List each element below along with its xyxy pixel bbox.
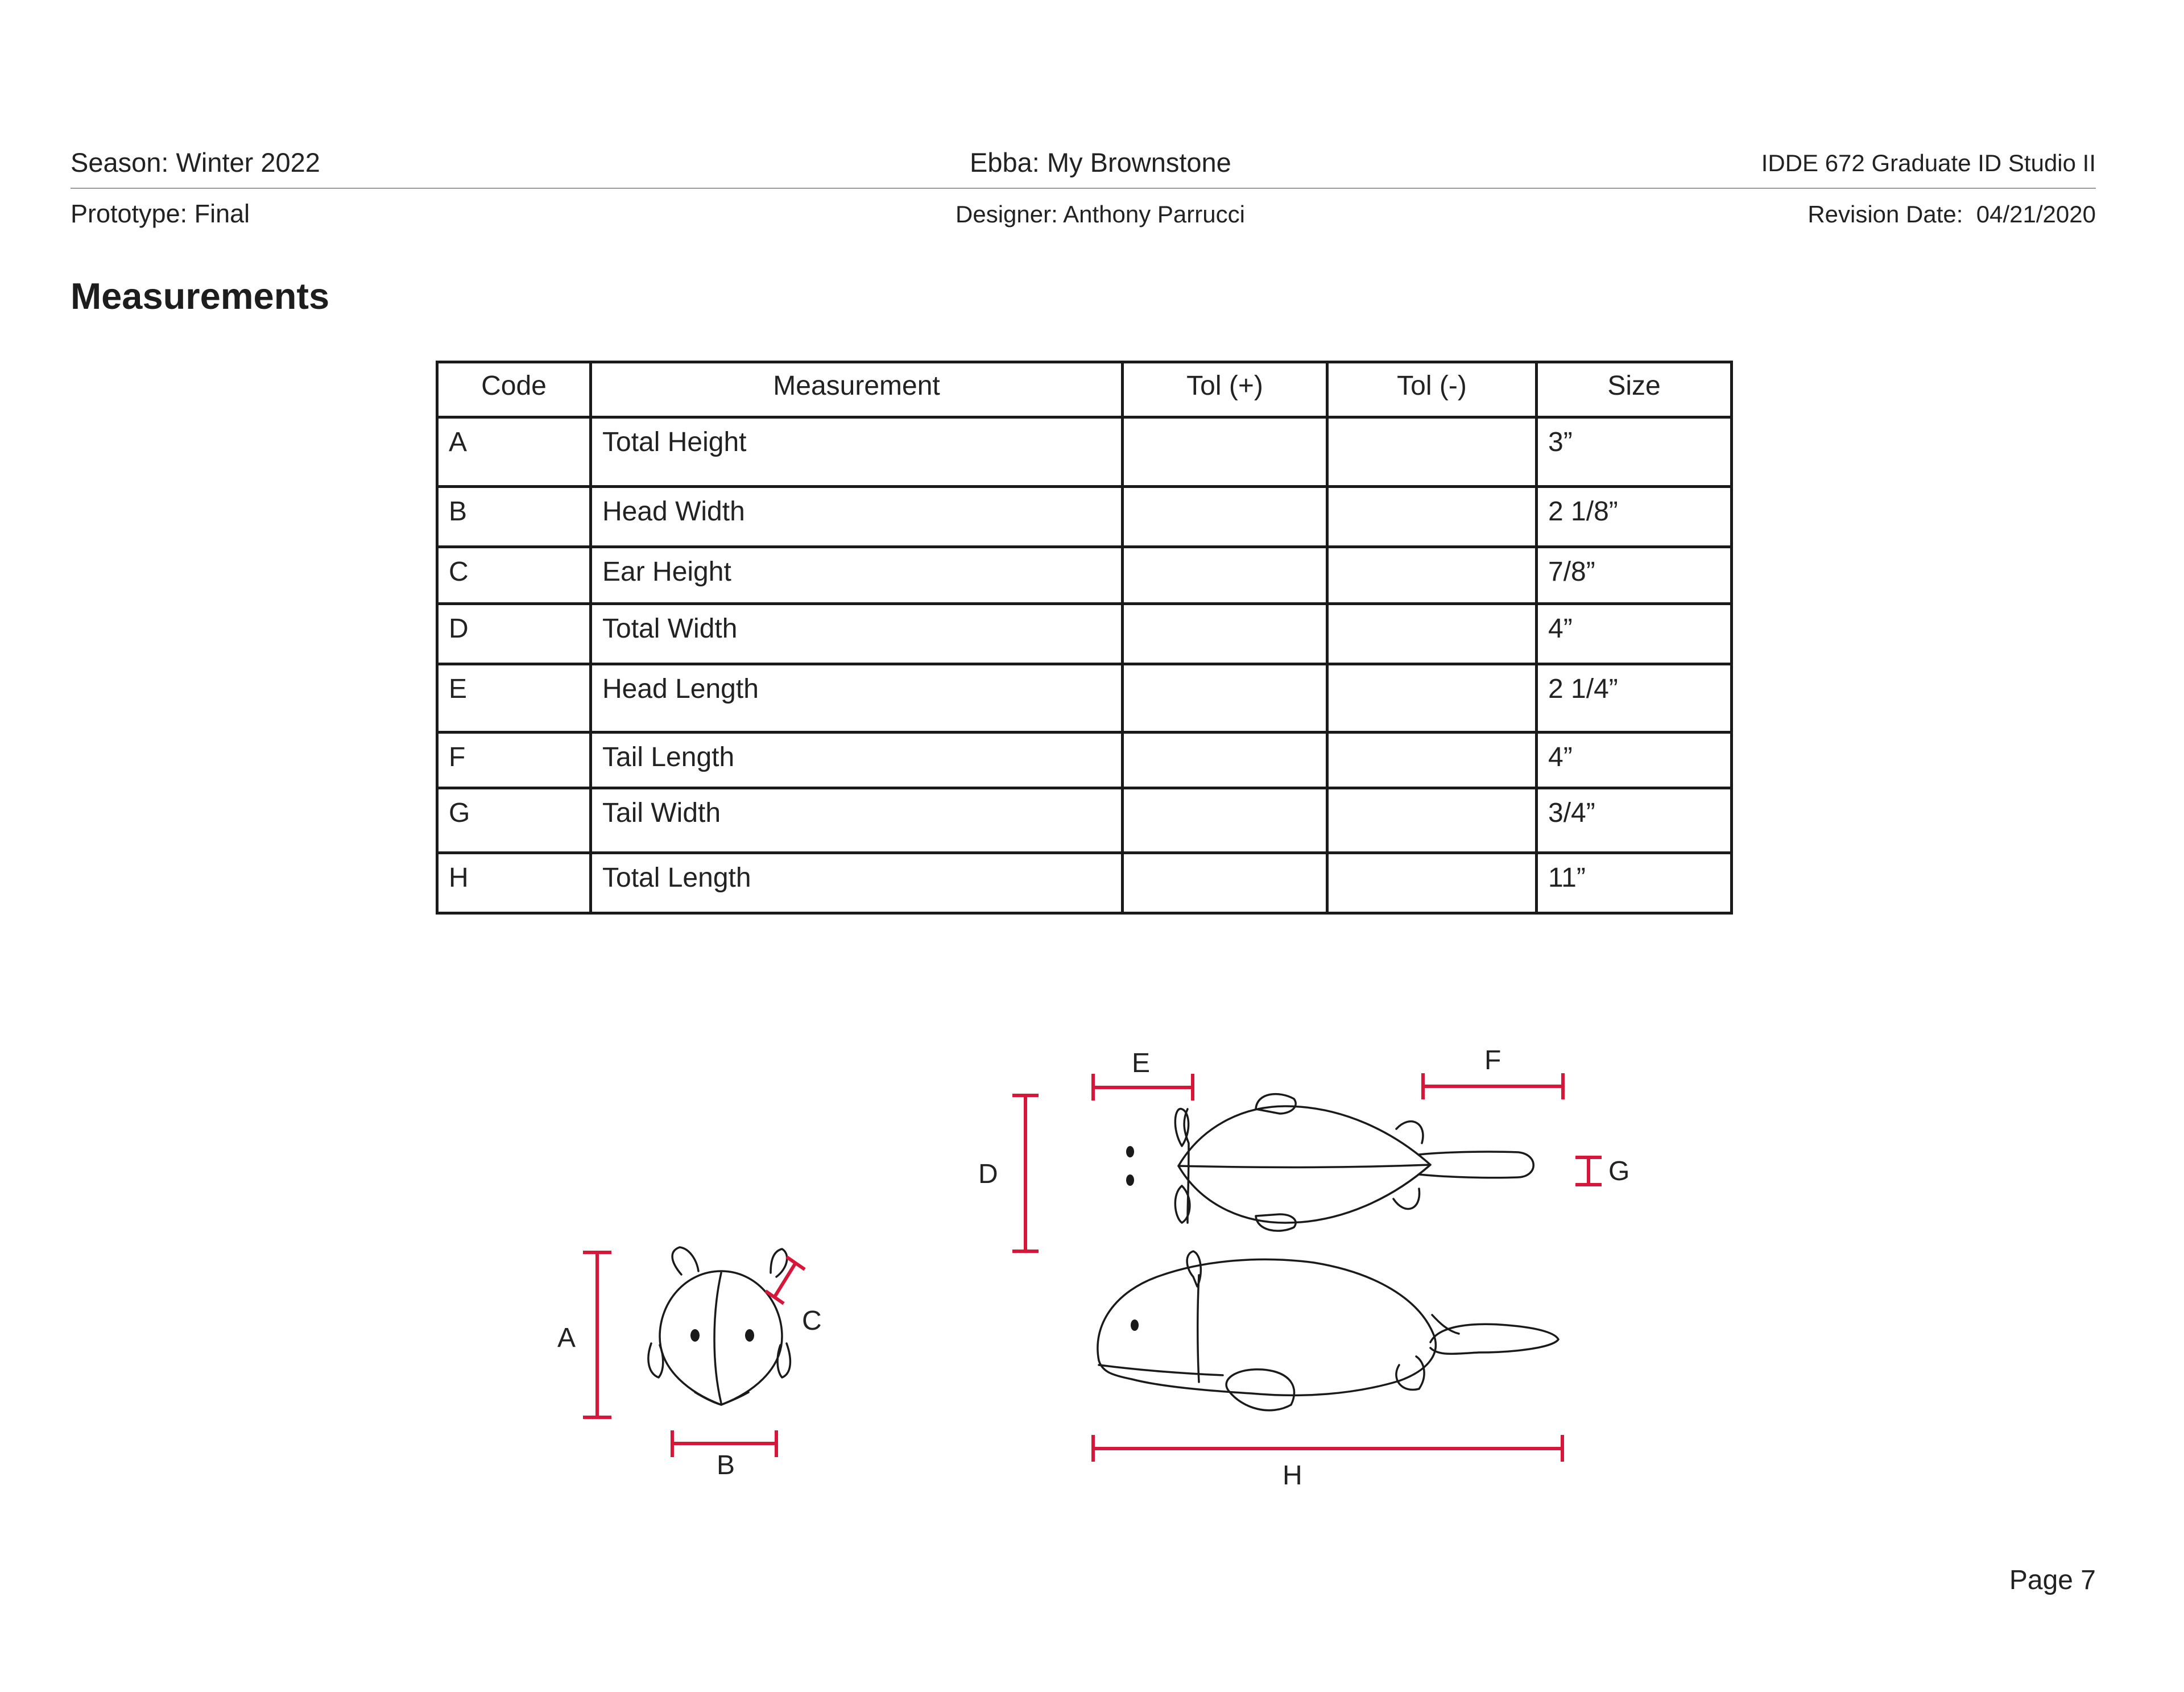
column-header-size: Size xyxy=(1537,362,1732,417)
cell-measurement: Total Width xyxy=(591,604,1123,664)
season-field xyxy=(71,147,320,178)
dimension-g-label: G xyxy=(1608,1156,1630,1186)
cell-tol-minus xyxy=(1327,604,1537,664)
column-header-tol-plus: Tol (+) xyxy=(1123,362,1327,417)
cell-size: 11” xyxy=(1537,853,1732,913)
cell-tol-plus xyxy=(1123,853,1327,913)
prototype-value: : Final xyxy=(180,199,250,228)
cell-size: 4” xyxy=(1537,733,1732,788)
cell-code: E xyxy=(437,664,591,733)
cell-size: 4” xyxy=(1537,604,1732,664)
dimension-c-label: C xyxy=(802,1306,822,1336)
dimension-d-marker xyxy=(1012,1095,1039,1251)
dimension-h-label: H xyxy=(1283,1461,1302,1491)
page-title: Measurements xyxy=(71,275,330,317)
cell-tol-minus xyxy=(1327,664,1537,733)
cell-measurement: Tail Width xyxy=(591,788,1123,853)
cell-tol-plus xyxy=(1123,487,1327,547)
table-row xyxy=(437,487,1732,547)
cell-code: F xyxy=(437,733,591,788)
cell-size: 3” xyxy=(1537,417,1732,487)
cell-tol-minus xyxy=(1327,487,1537,547)
prototype-label: Prototype xyxy=(71,199,180,228)
cell-tol-plus xyxy=(1123,733,1327,788)
table-row xyxy=(437,853,1732,913)
cell-tol-plus xyxy=(1123,788,1327,853)
dimension-e-label: E xyxy=(1132,1048,1151,1078)
column-header-code: Code xyxy=(437,362,591,417)
dimension-a-marker xyxy=(583,1252,611,1417)
dimension-f-label: F xyxy=(1484,1045,1502,1075)
cell-measurement: Ear Height xyxy=(591,547,1123,604)
designer-label: Designer xyxy=(956,201,1052,227)
measurement-diagram xyxy=(0,967,2184,1536)
page-number: Page 7 xyxy=(2009,1565,2096,1595)
cell-size: 3/4” xyxy=(1537,788,1732,853)
table-row xyxy=(437,547,1732,604)
course-name: IDDE 672 Graduate ID Studio II xyxy=(1761,150,2096,176)
product-value: : My Brownstone xyxy=(1032,147,1231,177)
cell-code: B xyxy=(437,487,591,547)
cell-tol-plus xyxy=(1123,604,1327,664)
dimension-h-marker xyxy=(1093,1435,1562,1462)
season-label: Season xyxy=(71,147,162,177)
table-row xyxy=(437,604,1732,664)
cell-tol-minus xyxy=(1327,733,1537,788)
prototype-field xyxy=(71,199,250,229)
cell-tol-minus xyxy=(1327,547,1537,604)
table-row xyxy=(437,733,1732,788)
cell-measurement: Tail Length xyxy=(591,733,1123,788)
dimension-a-label: A xyxy=(557,1323,576,1353)
column-header-tol-minus: Tol (-) xyxy=(1327,362,1537,417)
cell-code: C xyxy=(437,547,591,604)
header-divider xyxy=(71,188,2096,189)
cell-tol-plus xyxy=(1123,664,1327,733)
dimension-d-label: D xyxy=(978,1159,998,1189)
cell-code: G xyxy=(437,788,591,853)
dimension-f-marker xyxy=(1423,1073,1563,1099)
season-value: : Winter 2022 xyxy=(161,147,320,177)
cell-measurement: Total Height xyxy=(591,417,1123,487)
dimension-g-marker xyxy=(1575,1157,1602,1185)
revision-label: Revision Date: xyxy=(1807,201,1963,227)
table-row xyxy=(437,788,1732,853)
product-label: Ebba xyxy=(970,147,1032,177)
revision-field xyxy=(1807,201,2096,228)
cell-measurement: Head Length xyxy=(591,664,1123,733)
cell-code: D xyxy=(437,604,591,664)
cell-measurement: Total Length xyxy=(591,853,1123,913)
measurements-table xyxy=(436,361,1733,915)
cell-measurement: Head Width xyxy=(591,487,1123,547)
revision-value: 04/21/2020 xyxy=(1976,201,2096,227)
cell-tol-plus xyxy=(1123,417,1327,487)
table-header-row xyxy=(437,362,1732,417)
dimension-b-label: B xyxy=(717,1450,735,1480)
cell-tol-minus xyxy=(1327,788,1537,853)
table-row xyxy=(437,417,1732,487)
table-row xyxy=(437,664,1732,733)
cell-size: 7/8” xyxy=(1537,547,1732,604)
cell-size: 2 1/8” xyxy=(1537,487,1732,547)
cell-tol-plus xyxy=(1123,547,1327,604)
column-header-measurement: Measurement xyxy=(591,362,1123,417)
top-view-illustration xyxy=(1126,1094,1533,1231)
designer-field xyxy=(956,201,1245,228)
designer-value: : Anthony Parrucci xyxy=(1051,201,1245,227)
product-field xyxy=(970,147,1231,178)
cell-size: 2 1/4” xyxy=(1537,664,1732,733)
cell-tol-minus xyxy=(1327,853,1537,913)
front-view-illustration xyxy=(648,1247,790,1405)
cell-tol-minus xyxy=(1327,417,1537,487)
cell-code: A xyxy=(437,417,591,487)
cell-code: H xyxy=(437,853,591,913)
side-view-illustration xyxy=(1098,1251,1558,1410)
